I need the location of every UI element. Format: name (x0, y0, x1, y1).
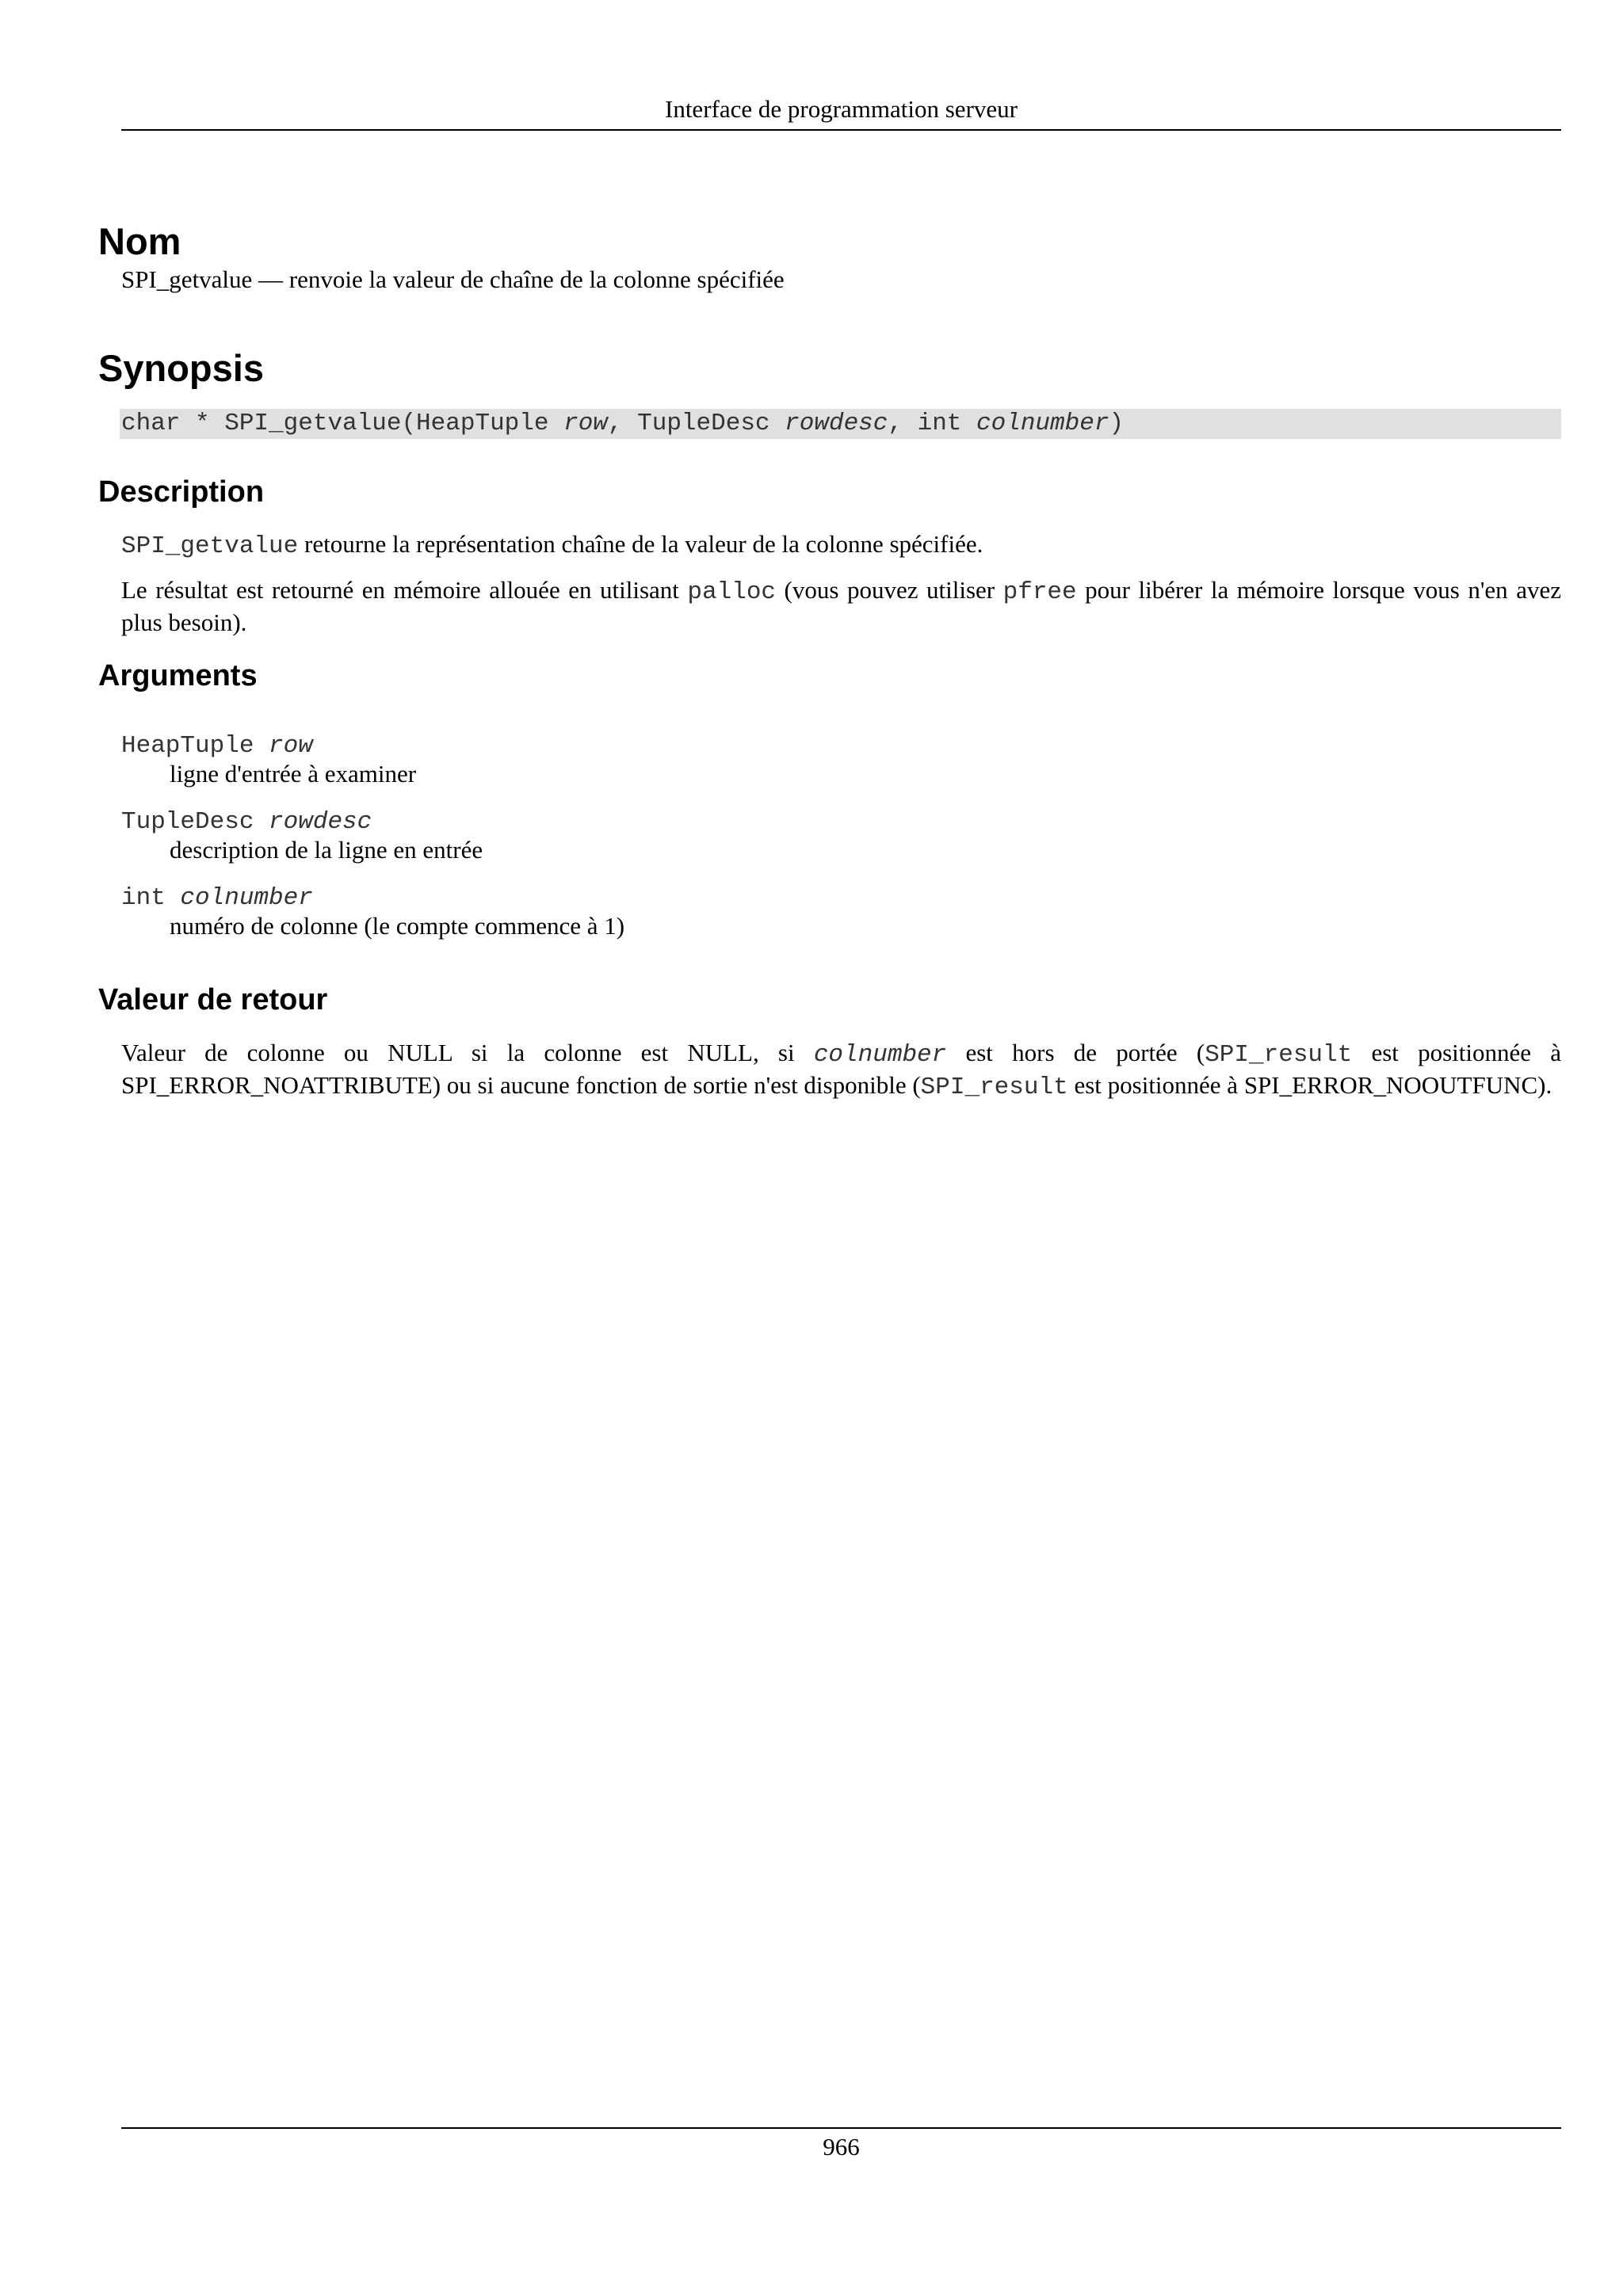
running-header: Interface de programmation serveur (665, 95, 1018, 123)
code-pfree: pfree (1002, 578, 1077, 606)
synopsis-code-block (120, 409, 1561, 439)
synopsis-part: char * SPI_getvalue(HeapTuple (121, 410, 564, 437)
synopsis-arg-rowdesc: rowdesc (785, 410, 888, 437)
header-rule (121, 129, 1561, 131)
synopsis-arg-colnumber: colnumber (976, 410, 1109, 437)
return-text: Valeur de colonne ou NULL si la colonne est NULL, si (121, 1039, 814, 1066)
code-spi-getvalue: SPI_getvalue (121, 532, 299, 560)
section-heading-valeur-de-retour: Valeur de retour (98, 983, 328, 1016)
argument-term (121, 805, 372, 837)
description-paragraph-2 (121, 575, 1561, 638)
return-text: est positionnée à SPI_ERROR_NOOUTFUNC). (1067, 1071, 1552, 1099)
description-text: retourne la représentation chaîne de la valeur de la colonne spécifiée. (298, 530, 983, 558)
synopsis-arg-row: row (563, 410, 608, 437)
return-text: est positionnée à SPI_ERROR_NOATTRIBUTE) ou si aucune fonction de sortie n'est disponible ( (121, 1039, 1561, 1099)
argument-type: int (121, 884, 181, 912)
argument-type: TupleDesc (121, 808, 269, 836)
description-text: Le résultat est retourné en mémoire allouée en utilisant (121, 576, 688, 604)
return-text: est hors de portée ( (946, 1039, 1205, 1066)
code-colnumber: colnumber (813, 1041, 947, 1069)
argument-name: rowdesc (269, 808, 372, 836)
argument-description: ligne d'entrée à examiner (170, 760, 417, 788)
description-text: pour libérer la mémoire lorsque vous n'en avez plus besoin). (121, 576, 1561, 636)
description-paragraph-1 (121, 529, 1561, 562)
argument-name: colnumber (180, 884, 313, 912)
return-value-paragraph (121, 1038, 1561, 1103)
argument-type: HeapTuple (121, 732, 269, 760)
section-heading-arguments: Arguments (98, 659, 258, 692)
argument-term (121, 881, 313, 913)
section-heading-nom: Nom (98, 220, 181, 262)
synopsis-part: , TupleDesc (607, 410, 785, 437)
page-number: 966 (823, 2133, 860, 2161)
code-palloc: palloc (687, 578, 777, 606)
argument-name: row (269, 732, 313, 760)
code-spi-result: SPI_result (920, 1074, 1068, 1101)
code-spi-result: SPI_result (1205, 1041, 1353, 1069)
section-heading-synopsis: Synopsis (98, 347, 264, 389)
description-text: (vous pouvez utiliser (776, 576, 1003, 604)
synopsis-part: , int (888, 410, 977, 437)
argument-description: description de la ligne en entrée (170, 836, 483, 864)
nom-text: SPI_getvalue — renvoie la valeur de chaîne de la colonne spécifiée (121, 265, 785, 293)
argument-description: numéro de colonne (le compte commence à 1) (170, 912, 625, 940)
footer-rule (121, 2127, 1561, 2129)
section-heading-description: Description (98, 475, 265, 509)
argument-term (121, 729, 313, 761)
synopsis-part: ) (1109, 410, 1125, 437)
